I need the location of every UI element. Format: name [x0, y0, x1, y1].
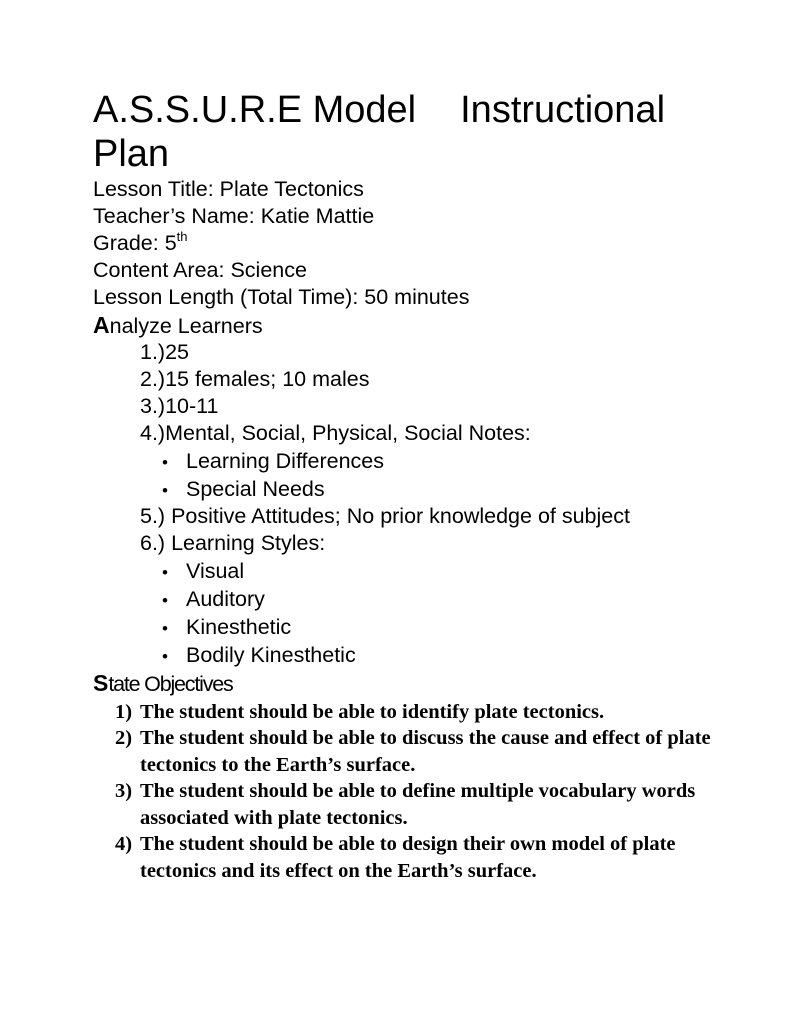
- bullet-icon: •: [162, 619, 168, 638]
- state-heading-initial: S: [93, 670, 109, 696]
- notes-bullet-item: [162, 448, 384, 476]
- objective-item: [115, 699, 715, 726]
- grade: [93, 230, 188, 257]
- objective-text: The student should be able to discuss the cause and effect of plate tectonics to the Earth’s surface.: [140, 727, 711, 776]
- document-title: [93, 88, 733, 176]
- lesson-title: Lesson Title: Plate Tectonics: [93, 177, 364, 201]
- objective-item: [115, 778, 715, 831]
- objective-item: [115, 725, 715, 778]
- notes-bullet-text: Learning Differences: [186, 449, 385, 473]
- analyze-heading-rest: nalyze Learners: [109, 314, 263, 338]
- style-bullet-item: [162, 614, 291, 642]
- bullet-icon: •: [162, 563, 168, 582]
- grade-label: Grade: 5: [93, 231, 177, 255]
- objective-number: 2): [115, 727, 133, 749]
- objective-number: 4): [115, 833, 133, 855]
- bullet-icon: •: [162, 647, 168, 666]
- analyze-item-2: 2.)15 females; 10 males: [140, 367, 370, 391]
- style-bullet-text: Bodily Kinesthetic: [186, 643, 356, 667]
- style-bullet-item: [162, 586, 265, 614]
- style-bullet-text: Kinesthetic: [186, 615, 292, 639]
- notes-bullet-text: Special Needs: [186, 477, 325, 501]
- analyze-item-3: 3.)10-11: [140, 394, 219, 418]
- analyze-learners-heading: [93, 312, 263, 340]
- title-part-3: Plan: [93, 133, 170, 175]
- style-bullet-text: Auditory: [186, 587, 265, 611]
- bullet-icon: •: [162, 591, 168, 610]
- analyze-heading-initial: A: [93, 312, 110, 338]
- style-bullet-item: [162, 642, 356, 670]
- content-area: Content Area: Science: [93, 258, 307, 282]
- objective-number: 3): [115, 780, 133, 802]
- objective-number: 1): [115, 701, 133, 723]
- bullet-icon: •: [162, 481, 168, 500]
- style-bullet-item: [162, 558, 244, 586]
- state-heading-rest: tate Objectives: [108, 672, 233, 696]
- analyze-item-5: 5.) Positive Attitudes; No prior knowledge of subject: [140, 504, 630, 528]
- notes-bullet-item: [162, 476, 325, 504]
- objective-text: The student should be able to define multiple vocabulary words associated with plate tectonics.: [140, 780, 696, 829]
- bullet-icon: •: [162, 453, 168, 472]
- lesson-length: Lesson Length (Total Time): 50 minutes: [93, 285, 470, 309]
- teacher-name: Teacher’s Name: Katie Mattie: [93, 204, 375, 228]
- style-bullet-text: Visual: [186, 559, 245, 583]
- grade-superscript: th: [176, 229, 188, 244]
- objective-item: [115, 831, 715, 884]
- analyze-item-1: 1.)25: [140, 340, 190, 364]
- state-objectives-heading: [93, 670, 233, 698]
- title-part-2: Instructional: [460, 89, 666, 131]
- title-part-1: A.S.S.U.R.E Model: [93, 89, 417, 131]
- objective-text: The student should be able to identify plate tectonics.: [140, 701, 605, 723]
- objective-text: The student should be able to design their own model of plate tectonics and its effect on the Earth’s surface.: [140, 833, 676, 882]
- analyze-item-4: 4.)Mental, Social, Physical, Social Notes:: [140, 421, 531, 445]
- analyze-item-6: 6.) Learning Styles:: [140, 531, 326, 555]
